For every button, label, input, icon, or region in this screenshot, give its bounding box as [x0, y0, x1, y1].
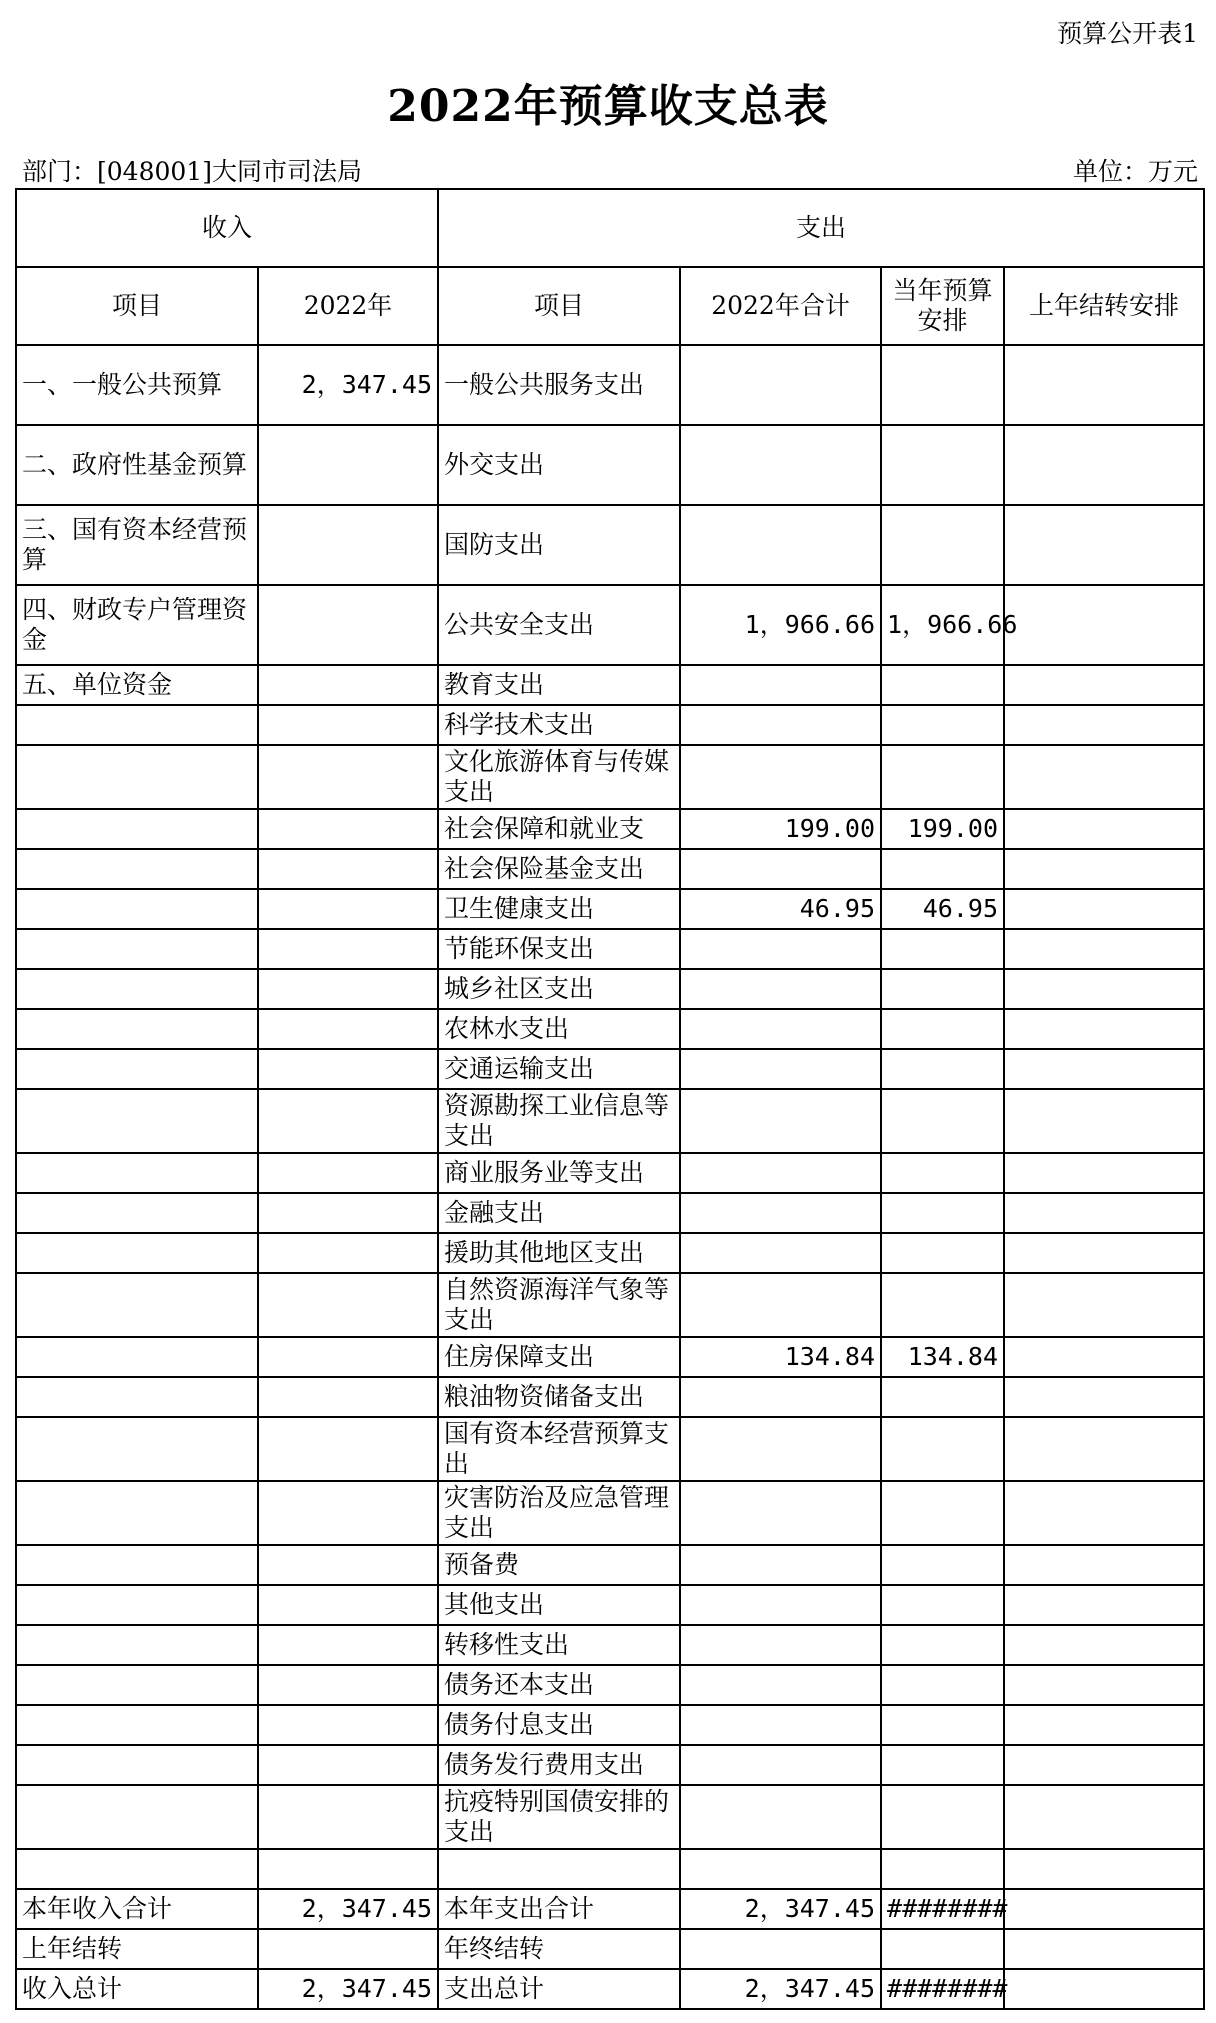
expense-item-cell: 外交支出: [438, 425, 680, 505]
table-row: [16, 1337, 1204, 1377]
current-year-cell: [881, 1417, 1004, 1481]
income-amount-cell: [258, 929, 438, 969]
table-row: [16, 1481, 1204, 1545]
total-2022-cell: [680, 345, 881, 425]
total-2022-cell: [680, 849, 881, 889]
income-item-cell: 三、国有资本经营预算: [16, 505, 258, 585]
current-year-cell: [881, 1745, 1004, 1785]
carryover-cell: [1004, 889, 1204, 929]
expense-item-cell: 社会保障和就业支: [438, 809, 680, 849]
current-year-cell: [881, 969, 1004, 1009]
expense-item-cell: [438, 1849, 680, 1889]
total-2022-cell: [680, 1585, 881, 1625]
income-amount-cell: [258, 1585, 438, 1625]
current-year-cell: [881, 1481, 1004, 1545]
expense-item-cell: 城乡社区支出: [438, 969, 680, 1009]
expense-item-cell: 公共安全支出: [438, 585, 680, 665]
income-amount-cell: [258, 1377, 438, 1417]
carryover-cell: [1004, 1889, 1204, 1929]
expense-item-cell: 一般公共服务支出: [438, 345, 680, 425]
expense-item-cell: 商业服务业等支出: [438, 1153, 680, 1193]
total-2022-cell: [680, 1153, 881, 1193]
income-amount-cell: [258, 969, 438, 1009]
income-amount-cell: [258, 1665, 438, 1705]
total-2022-cell: 1，966.66: [680, 585, 881, 665]
income-item-cell: [16, 1481, 258, 1545]
expense-item-cell: 其他支出: [438, 1585, 680, 1625]
current-year-cell: [881, 1625, 1004, 1665]
carryover-cell: [1004, 809, 1204, 849]
carryover-header: 上年结转安排: [1004, 267, 1204, 345]
total-2022-cell: [680, 1377, 881, 1417]
income-amount-cell: [258, 1929, 438, 1969]
table-row: [16, 1153, 1204, 1193]
expense-item-cell: 转移性支出: [438, 1625, 680, 1665]
summary-row: [16, 1969, 1204, 2009]
carryover-cell: [1004, 425, 1204, 505]
total-2022-cell: [680, 1193, 881, 1233]
income-item-cell: [16, 1625, 258, 1665]
income-item-cell: [16, 1089, 258, 1153]
expense-item-cell: 金融支出: [438, 1193, 680, 1233]
total-2022-cell: [680, 1049, 881, 1089]
income-item-cell: [16, 929, 258, 969]
table-row: [16, 1233, 1204, 1273]
current-year-cell: [881, 1233, 1004, 1273]
current-year-cell: [881, 1377, 1004, 1417]
income-item-cell: [16, 745, 258, 809]
table-row: [16, 1193, 1204, 1233]
income-amount-cell: [258, 1849, 438, 1889]
income-amount-cell: [258, 1153, 438, 1193]
income-amount-cell: [258, 1049, 438, 1089]
current-year-cell: 1，966.66: [881, 585, 1004, 665]
current-year-cell: [881, 929, 1004, 969]
income-amount-cell: [258, 1233, 438, 1273]
income-amount-cell: [258, 889, 438, 929]
income-amount-cell: [258, 665, 438, 705]
carryover-cell: [1004, 1705, 1204, 1745]
table-row: [16, 745, 1204, 809]
current-year-cell: [881, 1585, 1004, 1625]
table-row: [16, 1273, 1204, 1337]
carryover-cell: [1004, 705, 1204, 745]
page-title: 2022年预算收支总表: [387, 81, 829, 132]
income-item-cell: [16, 1009, 258, 1049]
current-year-cell: [881, 1705, 1004, 1745]
income-amount-cell: [258, 585, 438, 665]
current-year-cell: [881, 1049, 1004, 1089]
income-item-cell: [16, 1785, 258, 1849]
expense-item-cell: 债务发行费用支出: [438, 1745, 680, 1785]
current-year-cell: ########: [881, 1969, 1004, 2009]
current-year-cell: [881, 1273, 1004, 1337]
table-row: [16, 1785, 1204, 1849]
income-item-cell: [16, 889, 258, 929]
expense-item-cell: 抗疫特别国债安排的支出: [438, 1785, 680, 1849]
income-amount-cell: [258, 1089, 438, 1153]
income-item-cell: [16, 1153, 258, 1193]
income-amount-cell: [258, 1545, 438, 1585]
income-item-cell: [16, 969, 258, 1009]
income-item-cell: 收入总计: [16, 1969, 258, 2009]
carryover-cell: [1004, 849, 1204, 889]
total-2022-cell: [680, 1745, 881, 1785]
expense-item-cell: 社会保险基金支出: [438, 849, 680, 889]
expense-header: 支出: [438, 189, 1204, 267]
current-year-cell: [881, 1153, 1004, 1193]
total-2022-cell: [680, 1089, 881, 1153]
carryover-cell: [1004, 1153, 1204, 1193]
unit-label: 单位：万元: [1072, 157, 1198, 186]
table-row: [16, 1849, 1204, 1889]
table-row: [16, 1545, 1204, 1585]
carryover-cell: [1004, 1625, 1204, 1665]
total-2022-cell: [680, 1233, 881, 1273]
table-row: [16, 1009, 1204, 1049]
table-row: [16, 889, 1204, 929]
table-row: [16, 1705, 1204, 1745]
income-item-cell: [16, 705, 258, 745]
income-item-cell: 四、财政专户管理资金: [16, 585, 258, 665]
income-item-cell: 五、单位资金: [16, 665, 258, 705]
total-2022-cell: [680, 1625, 881, 1665]
expense-item-cell: 本年支出合计: [438, 1889, 680, 1929]
table-row: [16, 1417, 1204, 1481]
table-row: [16, 809, 1204, 849]
table-row: [16, 1745, 1204, 1785]
carryover-cell: [1004, 1089, 1204, 1153]
expense-item-cell: 科学技术支出: [438, 705, 680, 745]
income-amount-cell: [258, 425, 438, 505]
current-year-cell: [881, 745, 1004, 809]
current-year-cell: [881, 1089, 1004, 1153]
total-2022-cell: [680, 1545, 881, 1585]
income-item-cell: [16, 1745, 258, 1785]
income-amount-cell: [258, 1625, 438, 1665]
income-item-cell: [16, 1273, 258, 1337]
expense-item-cell: 文化旅游体育与传媒支出: [438, 745, 680, 809]
current-year-cell: 46.95: [881, 889, 1004, 929]
income-item-cell: [16, 849, 258, 889]
total-2022-header: 2022年合计: [680, 267, 881, 345]
total-2022-cell: [680, 665, 881, 705]
carryover-cell: [1004, 1049, 1204, 1089]
total-2022-cell: 199.00: [680, 809, 881, 849]
expense-item-cell: 援助其他地区支出: [438, 1233, 680, 1273]
income-header: 收入: [16, 189, 438, 267]
carryover-cell: [1004, 1417, 1204, 1481]
total-2022-cell: [680, 745, 881, 809]
carryover-cell: [1004, 1193, 1204, 1233]
table-row: [16, 969, 1204, 1009]
current-year-cell: [881, 849, 1004, 889]
expense-item-cell: 预备费: [438, 1545, 680, 1585]
expense-item-cell: 国防支出: [438, 505, 680, 585]
table-row: [16, 1049, 1204, 1089]
income-item-cell: [16, 1049, 258, 1089]
expense-item-cell: 债务还本支出: [438, 1665, 680, 1705]
expense-item-cell: 自然资源海洋气象等支出: [438, 1273, 680, 1337]
income-item-cell: [16, 809, 258, 849]
table-row: [16, 585, 1204, 665]
table-row: [16, 1665, 1204, 1705]
carryover-cell: [1004, 1377, 1204, 1417]
expense-item-cell: 国有资本经营预算支出: [438, 1417, 680, 1481]
income-amount-cell: 2，347.45: [258, 345, 438, 425]
table-row: [16, 505, 1204, 585]
total-2022-cell: 2，347.45: [680, 1889, 881, 1929]
income-item-cell: 上年结转: [16, 1929, 258, 1969]
income-amount-cell: [258, 1009, 438, 1049]
department-label: 部门：[048001]大同市司法局: [22, 157, 362, 186]
total-2022-cell: [680, 1009, 881, 1049]
table-row: [16, 1625, 1204, 1665]
total-2022-cell: [680, 425, 881, 505]
carryover-cell: [1004, 1745, 1204, 1785]
table-row: [16, 425, 1204, 505]
income-item-cell: [16, 1233, 258, 1273]
total-2022-cell: 2，347.45: [680, 1969, 881, 2009]
income-amount-cell: 2，347.45: [258, 1889, 438, 1929]
table-row: [16, 849, 1204, 889]
income-amount-cell: [258, 745, 438, 809]
expense-item-cell: 教育支出: [438, 665, 680, 705]
carryover-cell: [1004, 969, 1204, 1009]
total-2022-cell: [680, 705, 881, 745]
income-amount-cell: [258, 849, 438, 889]
carryover-cell: [1004, 505, 1204, 585]
total-2022-cell: [680, 1785, 881, 1849]
table-row: [16, 665, 1204, 705]
summary-row: [16, 1889, 1204, 1929]
current-year-cell: [881, 345, 1004, 425]
table-row: [16, 345, 1204, 425]
expense-item-cell: 年终结转: [438, 1929, 680, 1969]
income-amount-cell: [258, 1337, 438, 1377]
carryover-cell: [1004, 585, 1204, 665]
expense-item-cell: 资源勘探工业信息等支出: [438, 1089, 680, 1153]
income-amount-cell: [258, 505, 438, 585]
carryover-cell: [1004, 1273, 1204, 1337]
income-amount-cell: [258, 1745, 438, 1785]
income-amount-cell: [258, 705, 438, 745]
expense-item-cell: 粮油物资储备支出: [438, 1377, 680, 1417]
current-year-cell: [881, 1665, 1004, 1705]
income-item-cell: 二、政府性基金预算: [16, 425, 258, 505]
current-year-cell: [881, 705, 1004, 745]
expense-item-cell: 支出总计: [438, 1969, 680, 2009]
expense-item-cell: 农林水支出: [438, 1009, 680, 1049]
income-year-header: 2022年: [258, 267, 438, 345]
current-year-cell: [881, 1929, 1004, 1969]
income-item-cell: [16, 1585, 258, 1625]
income-item-cell: [16, 1377, 258, 1417]
income-amount-cell: [258, 1481, 438, 1545]
carryover-cell: [1004, 929, 1204, 969]
table-row: [16, 1585, 1204, 1625]
carryover-cell: [1004, 1337, 1204, 1377]
carryover-cell: [1004, 1929, 1204, 1969]
total-2022-cell: [680, 1849, 881, 1889]
income-amount-cell: [258, 1193, 438, 1233]
income-amount-cell: [258, 1705, 438, 1745]
income-amount-cell: [258, 1273, 438, 1337]
income-item-cell: 本年收入合计: [16, 1889, 258, 1929]
expense-item-cell: 交通运输支出: [438, 1049, 680, 1089]
income-item-cell: [16, 1193, 258, 1233]
total-2022-cell: [680, 1481, 881, 1545]
current-year-cell: [881, 1193, 1004, 1233]
income-item-cell: [16, 1665, 258, 1705]
expense-item-header: 项目: [438, 267, 680, 345]
budget-table: [15, 188, 1205, 2010]
current-year-cell: 199.00: [881, 809, 1004, 849]
total-2022-cell: [680, 969, 881, 1009]
total-2022-cell: [680, 929, 881, 969]
expense-item-cell: 卫生健康支出: [438, 889, 680, 929]
expense-item-cell: 节能环保支出: [438, 929, 680, 969]
current-year-cell: [881, 1849, 1004, 1889]
carryover-cell: [1004, 345, 1204, 425]
expense-item-cell: 灾害防治及应急管理支出: [438, 1481, 680, 1545]
table-row: [16, 1377, 1204, 1417]
total-2022-cell: [680, 1665, 881, 1705]
expense-item-cell: 住房保障支出: [438, 1337, 680, 1377]
income-amount-cell: 2，347.45: [258, 1969, 438, 2009]
current-year-cell: [881, 425, 1004, 505]
income-item-cell: 一、一般公共预算: [16, 345, 258, 425]
carryover-cell: [1004, 1665, 1204, 1705]
summary-row: [16, 1929, 1204, 1969]
income-item-cell: [16, 1417, 258, 1481]
carryover-cell: [1004, 1009, 1204, 1049]
expense-item-cell: 债务付息支出: [438, 1705, 680, 1745]
income-item-cell: [16, 1545, 258, 1585]
table-row: [16, 705, 1204, 745]
income-amount-cell: [258, 1417, 438, 1481]
income-amount-cell: [258, 1785, 438, 1849]
current-year-cell: [881, 1545, 1004, 1585]
total-2022-cell: 46.95: [680, 889, 881, 929]
total-2022-cell: [680, 1417, 881, 1481]
current-year-cell: [881, 665, 1004, 705]
total-2022-cell: [680, 1705, 881, 1745]
total-2022-cell: [680, 505, 881, 585]
carryover-cell: [1004, 1849, 1204, 1889]
carryover-cell: [1004, 1969, 1204, 2009]
income-item-cell: [16, 1849, 258, 1889]
current-year-cell: [881, 1785, 1004, 1849]
current-year-cell: ########: [881, 1889, 1004, 1929]
carryover-cell: [1004, 1785, 1204, 1849]
carryover-cell: [1004, 1545, 1204, 1585]
carryover-cell: [1004, 1233, 1204, 1273]
carryover-cell: [1004, 665, 1204, 705]
table-row: [16, 1089, 1204, 1153]
current-year-header: 当年预算安排: [881, 267, 1004, 345]
carryover-cell: [1004, 1585, 1204, 1625]
current-year-cell: [881, 1009, 1004, 1049]
total-2022-cell: 134.84: [680, 1337, 881, 1377]
form-number: 预算公开表1: [1057, 19, 1198, 48]
carryover-cell: [1004, 745, 1204, 809]
income-item-cell: [16, 1705, 258, 1745]
income-item-header: 项目: [16, 267, 258, 345]
income-amount-cell: [258, 809, 438, 849]
carryover-cell: [1004, 1481, 1204, 1545]
current-year-cell: [881, 505, 1004, 585]
total-2022-cell: [680, 1929, 881, 1969]
total-2022-cell: [680, 1273, 881, 1337]
income-item-cell: [16, 1337, 258, 1377]
current-year-cell: 134.84: [881, 1337, 1004, 1377]
table-row: [16, 929, 1204, 969]
